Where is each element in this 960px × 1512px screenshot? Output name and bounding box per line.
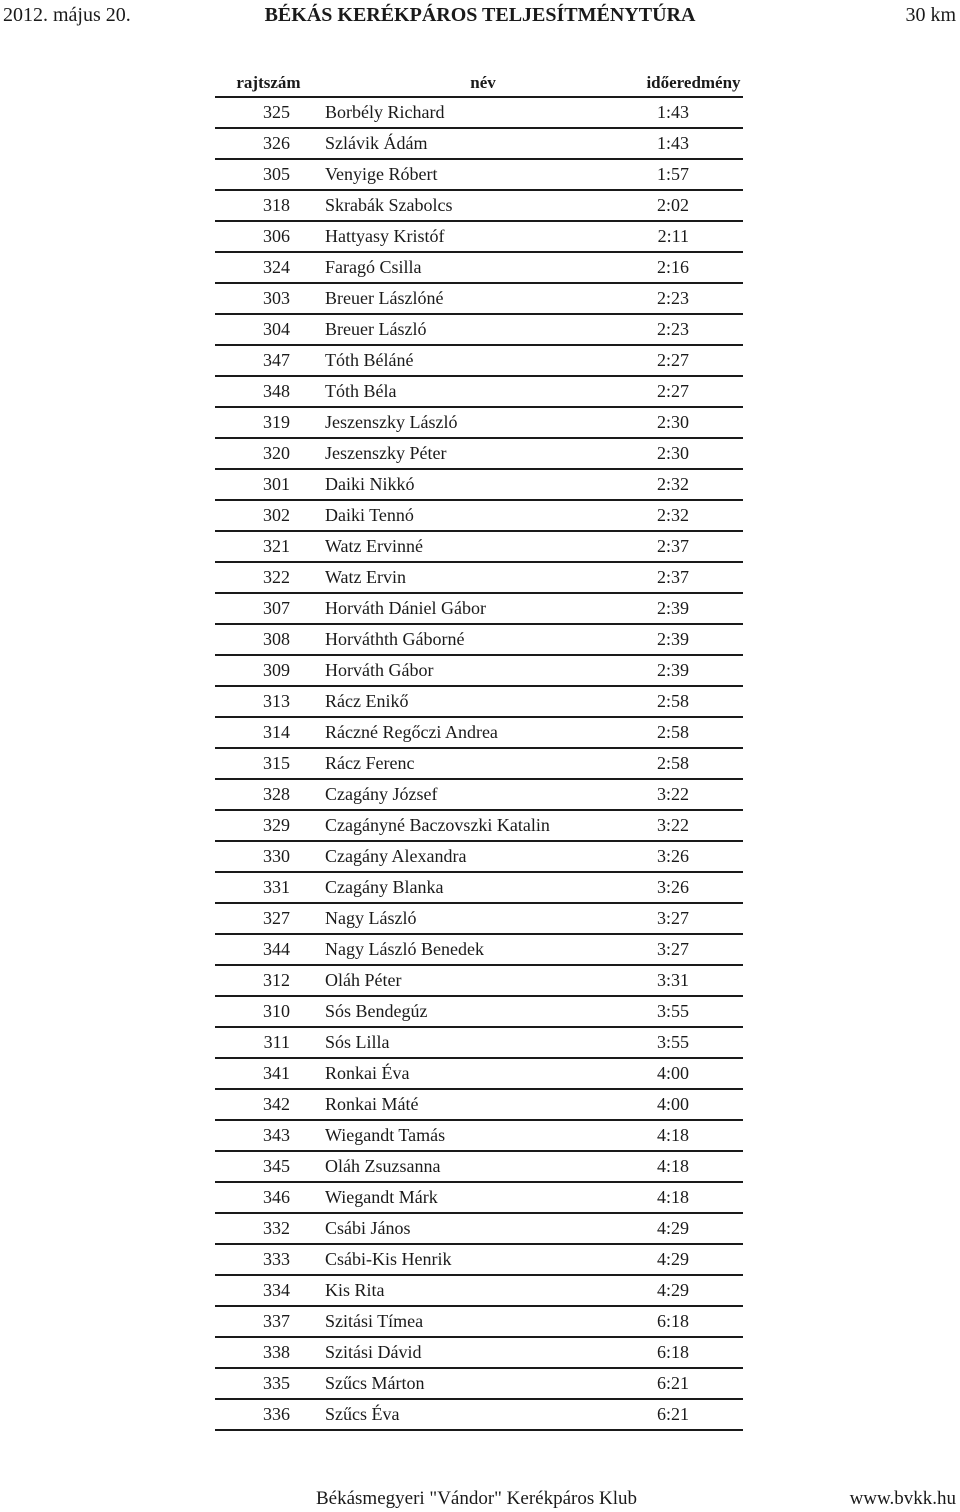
finish-time-cell: 6:18: [644, 1306, 743, 1337]
finish-time-cell: 2:02: [644, 190, 743, 221]
bib-number-cell: 325: [215, 97, 322, 128]
participant-name-cell: Sós Lilla: [322, 1027, 644, 1058]
table-row: [215, 283, 743, 314]
bib-number-cell: 331: [215, 872, 322, 903]
table-row: [215, 686, 743, 717]
participant-name-cell: Horváth Dániel Gábor: [322, 593, 644, 624]
participant-name-cell: Szitási Tímea: [322, 1306, 644, 1337]
bib-number-cell: 344: [215, 934, 322, 965]
table-row: [215, 779, 743, 810]
participant-name-cell: Watz Ervinné: [322, 531, 644, 562]
results-table: [215, 70, 743, 1431]
finish-time-cell: 2:37: [644, 531, 743, 562]
bib-number-cell: 315: [215, 748, 322, 779]
bib-number-cell: 343: [215, 1120, 322, 1151]
participant-name-cell: Venyige Róbert: [322, 159, 644, 190]
bib-number-cell: 303: [215, 283, 322, 314]
table-row: [215, 872, 743, 903]
table-row: [215, 903, 743, 934]
finish-time-cell: 2:58: [644, 686, 743, 717]
table-row: [215, 500, 743, 531]
table-row: [215, 221, 743, 252]
table-row: [215, 562, 743, 593]
bib-number-cell: 306: [215, 221, 322, 252]
participant-name-cell: Horváth Gábor: [322, 655, 644, 686]
finish-time-cell: 6:21: [644, 1399, 743, 1430]
table-row: [215, 748, 743, 779]
bib-number-cell: 305: [215, 159, 322, 190]
finish-time-cell: 2:39: [644, 593, 743, 624]
footer-website: www.bvkk.hu: [849, 1488, 956, 1509]
table-row: [215, 97, 743, 128]
participant-name-cell: Tóth Béláné: [322, 345, 644, 376]
table-row: [215, 314, 743, 345]
table-row: [215, 1399, 743, 1430]
participant-name-cell: Daiki Nikkó: [322, 469, 644, 500]
finish-time-cell: 4:18: [644, 1120, 743, 1151]
bib-number-cell: 338: [215, 1337, 322, 1368]
finish-time-cell: 2:32: [644, 500, 743, 531]
participant-name-cell: Nagy László: [322, 903, 644, 934]
participant-name-cell: Watz Ervin: [322, 562, 644, 593]
finish-time-cell: 3:22: [644, 779, 743, 810]
table-row: [215, 438, 743, 469]
header-title: BÉKÁS KERÉKPÁROS TELJESÍTMÉNYTÚRA: [264, 4, 696, 26]
table-row: [215, 1244, 743, 1275]
participant-name-cell: Ronkai Éva: [322, 1058, 644, 1089]
finish-time-cell: 4:29: [644, 1213, 743, 1244]
participant-name-cell: Csábi János: [322, 1213, 644, 1244]
finish-time-cell: 2:30: [644, 438, 743, 469]
bib-number-cell: 307: [215, 593, 322, 624]
finish-time-cell: 3:22: [644, 810, 743, 841]
participant-name-cell: Jeszenszky László: [322, 407, 644, 438]
bib-number-cell: 341: [215, 1058, 322, 1089]
participant-name-cell: Szitási Dávid: [322, 1337, 644, 1368]
bib-number-cell: 309: [215, 655, 322, 686]
bib-number-cell: 332: [215, 1213, 322, 1244]
table-row: [215, 1027, 743, 1058]
bib-number-cell: 348: [215, 376, 322, 407]
bib-number-cell: 342: [215, 1089, 322, 1120]
page-header: [0, 0, 960, 32]
table-row: [215, 345, 743, 376]
table-row: [215, 1058, 743, 1089]
table-row: [215, 252, 743, 283]
finish-time-cell: 4:18: [644, 1151, 743, 1182]
participant-name-cell: Szűcs Éva: [322, 1399, 644, 1430]
table-row: [215, 996, 743, 1027]
bib-number-cell: 321: [215, 531, 322, 562]
bib-number-cell: 310: [215, 996, 322, 1027]
table-header-row: [215, 70, 743, 97]
bib-number-cell: 322: [215, 562, 322, 593]
participant-name-cell: Csábi-Kis Henrik: [322, 1244, 644, 1275]
participant-name-cell: Rácz Enikő: [322, 686, 644, 717]
bib-number-cell: 304: [215, 314, 322, 345]
bib-number-cell: 318: [215, 190, 322, 221]
table-row: [215, 531, 743, 562]
finish-time-cell: 2:39: [644, 624, 743, 655]
results-body: [215, 97, 743, 1430]
table-row: [215, 624, 743, 655]
finish-time-cell: 2:39: [644, 655, 743, 686]
finish-time-cell: 1:43: [644, 128, 743, 159]
participant-name-cell: Rácz Ferenc: [322, 748, 644, 779]
finish-time-cell: 1:57: [644, 159, 743, 190]
finish-time-cell: 3:55: [644, 1027, 743, 1058]
table-row: [215, 190, 743, 221]
table-row: [215, 655, 743, 686]
finish-time-cell: 4:18: [644, 1182, 743, 1213]
participant-name-cell: Horváthth Gáborné: [322, 624, 644, 655]
finish-time-cell: 2:11: [644, 221, 743, 252]
bib-number-cell: 314: [215, 717, 322, 748]
bib-number-cell: 329: [215, 810, 322, 841]
participant-name-cell: Daiki Tennó: [322, 500, 644, 531]
participant-name-cell: Tóth Béla: [322, 376, 644, 407]
finish-time-cell: 4:00: [644, 1058, 743, 1089]
column-header-name: név: [322, 70, 644, 97]
finish-time-cell: 2:58: [644, 748, 743, 779]
table-row: [215, 1120, 743, 1151]
bib-number-cell: 313: [215, 686, 322, 717]
participant-name-cell: Wiegandt Tamás: [322, 1120, 644, 1151]
finish-time-cell: 6:18: [644, 1337, 743, 1368]
table-row: [215, 1182, 743, 1213]
participant-name-cell: Czagány Blanka: [322, 872, 644, 903]
bib-number-cell: 345: [215, 1151, 322, 1182]
finish-time-cell: 4:29: [644, 1244, 743, 1275]
bib-number-cell: 320: [215, 438, 322, 469]
header-distance: 30 km: [905, 4, 956, 26]
table-row: [215, 1213, 743, 1244]
finish-time-cell: 2:23: [644, 314, 743, 345]
finish-time-cell: 2:23: [644, 283, 743, 314]
bib-number-cell: 330: [215, 841, 322, 872]
bib-number-cell: 319: [215, 407, 322, 438]
participant-name-cell: Faragó Csilla: [322, 252, 644, 283]
finish-time-cell: 2:30: [644, 407, 743, 438]
bib-number-cell: 346: [215, 1182, 322, 1213]
finish-time-cell: 2:32: [644, 469, 743, 500]
finish-time-cell: 2:58: [644, 717, 743, 748]
participant-name-cell: Hattyasy Kristóf: [322, 221, 644, 252]
participant-name-cell: Czagány Alexandra: [322, 841, 644, 872]
footer-club-name: Békásmegyeri "Vándor" Kerékpáros Klub: [316, 1488, 637, 1509]
participant-name-cell: Ronkai Máté: [322, 1089, 644, 1120]
finish-time-cell: 3:26: [644, 872, 743, 903]
bib-number-cell: 324: [215, 252, 322, 283]
column-header-time: időeredmény: [644, 70, 743, 97]
finish-time-cell: 3:55: [644, 996, 743, 1027]
bib-number-cell: 301: [215, 469, 322, 500]
bib-number-cell: 328: [215, 779, 322, 810]
table-row: [215, 934, 743, 965]
bib-number-cell: 311: [215, 1027, 322, 1058]
bib-number-cell: 347: [215, 345, 322, 376]
participant-name-cell: Skrabák Szabolcs: [322, 190, 644, 221]
table-row: [215, 407, 743, 438]
table-row: [215, 159, 743, 190]
bib-number-cell: 302: [215, 500, 322, 531]
table-row: [215, 1337, 743, 1368]
table-row: [215, 965, 743, 996]
finish-time-cell: 3:26: [644, 841, 743, 872]
table-row: [215, 469, 743, 500]
table-row: [215, 1306, 743, 1337]
header-date: 2012. május 20.: [3, 4, 131, 26]
bib-number-cell: 312: [215, 965, 322, 996]
table-row: [215, 1151, 743, 1182]
table-row: [215, 128, 743, 159]
participant-name-cell: Czagányné Baczovszki Katalin: [322, 810, 644, 841]
table-row: [215, 1368, 743, 1399]
bib-number-cell: 326: [215, 128, 322, 159]
bib-number-cell: 327: [215, 903, 322, 934]
participant-name-cell: Jeszenszky Péter: [322, 438, 644, 469]
participant-name-cell: Szlávik Ádám: [322, 128, 644, 159]
bib-number-cell: 308: [215, 624, 322, 655]
finish-time-cell: 4:00: [644, 1089, 743, 1120]
bib-number-cell: 337: [215, 1306, 322, 1337]
bib-number-cell: 334: [215, 1275, 322, 1306]
finish-time-cell: 2:37: [644, 562, 743, 593]
participant-name-cell: Oláh Péter: [322, 965, 644, 996]
finish-time-cell: 2:27: [644, 345, 743, 376]
table-row: [215, 376, 743, 407]
participant-name-cell: Kis Rita: [322, 1275, 644, 1306]
participant-name-cell: Wiegandt Márk: [322, 1182, 644, 1213]
table-row: [215, 717, 743, 748]
participant-name-cell: Sós Bendegúz: [322, 996, 644, 1027]
participant-name-cell: Breuer Lászlóné: [322, 283, 644, 314]
participant-name-cell: Szűcs Márton: [322, 1368, 644, 1399]
participant-name-cell: Breuer László: [322, 314, 644, 345]
table-row: [215, 593, 743, 624]
table-row: [215, 841, 743, 872]
participant-name-cell: Czagány József: [322, 779, 644, 810]
finish-time-cell: 2:27: [644, 376, 743, 407]
finish-time-cell: 1:43: [644, 97, 743, 128]
participant-name-cell: Borbély Richard: [322, 97, 644, 128]
finish-time-cell: 4:29: [644, 1275, 743, 1306]
finish-time-cell: 3:27: [644, 934, 743, 965]
finish-time-cell: 2:16: [644, 252, 743, 283]
finish-time-cell: 3:27: [644, 903, 743, 934]
participant-name-cell: Oláh Zsuzsanna: [322, 1151, 644, 1182]
table-row: [215, 810, 743, 841]
table-row: [215, 1275, 743, 1306]
column-header-bib: rajtszám: [215, 70, 322, 97]
finish-time-cell: 3:31: [644, 965, 743, 996]
participant-name-cell: Ráczné Regőczi Andrea: [322, 717, 644, 748]
bib-number-cell: 333: [215, 1244, 322, 1275]
finish-time-cell: 6:21: [644, 1368, 743, 1399]
bib-number-cell: 336: [215, 1399, 322, 1430]
participant-name-cell: Nagy László Benedek: [322, 934, 644, 965]
bib-number-cell: 335: [215, 1368, 322, 1399]
table-row: [215, 1089, 743, 1120]
